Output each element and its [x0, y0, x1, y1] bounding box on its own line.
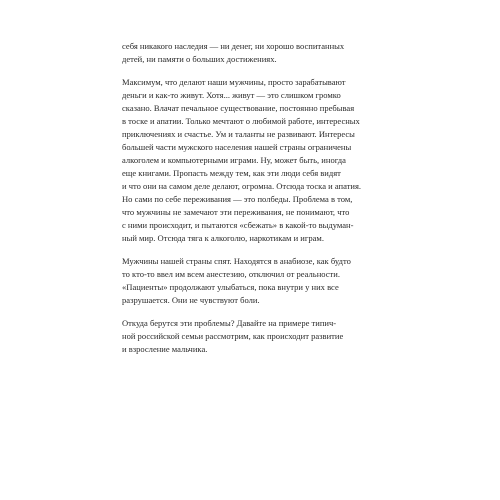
text-line: Но сами по себе переживания — это полбеды. Проблема в том,	[122, 194, 353, 204]
text-line: ный мир. Отсюда тяга к алкоголю, наркотикам и играм.	[122, 233, 324, 243]
text-line: большей части мужского населения нашей страны ограничены	[122, 142, 352, 152]
paragraph-3	[122, 255, 384, 307]
text-line: приключениях и счастье. Ум и таланты не развивают. Интересы	[122, 129, 355, 139]
text-line: Мужчины нашей страны спят. Находятся в анабиозе, как будто	[122, 256, 351, 266]
text-line: детей, ни памяти о больших достижениях.	[122, 54, 277, 64]
text-line: сказано. Влачат печальное существование, постоянно пребывая	[122, 103, 355, 113]
body-text	[122, 40, 384, 356]
text-line: что мужчины не замечают эти переживания, не понимают, что	[122, 207, 350, 217]
text-line: Откуда берутся эти проблемы? Давайте на примере типич-	[122, 318, 337, 328]
text-line: то кто-то ввел им всем анестезию, отключил от реальности.	[122, 269, 340, 279]
text-line: еще книгами. Пропасть между тем, как эти люди себя видят	[122, 168, 341, 178]
text-line: разрушается. Они не чувствуют боли.	[122, 295, 260, 305]
text-line: в тоске и апатии. Только мечтают о любимой работе, интересных	[122, 116, 360, 126]
text-line: себя никакого наследия — ни денег, ни хорошо воспитанных	[122, 41, 345, 51]
text-line: и что они на самом деле делают, огромна. Отсюда тоска и апатия.	[122, 181, 362, 191]
text-line: и взросление мальчика.	[122, 344, 208, 354]
text-line: ной российской семьи рассмотрим, как происходит развитие	[122, 331, 344, 341]
paragraph-1	[122, 40, 384, 66]
text-line: Максимум, что делают наши мужчины, просто зарабатывают	[122, 77, 346, 87]
text-line: деньги и как-то живут. Хотя... живут — это слишком громко	[122, 90, 341, 100]
paragraph-4	[122, 317, 384, 356]
text-line: с ними происходит, и пытаются «сбежать» в какой-то выдуман-	[122, 220, 354, 230]
text-line: алкоголем и компьютерными играми. Ну, может быть, иногда	[122, 155, 346, 165]
text-line: «Пациенты» продолжают улыбаться, пока внутри у них все	[122, 282, 339, 292]
paragraph-2	[122, 76, 384, 245]
